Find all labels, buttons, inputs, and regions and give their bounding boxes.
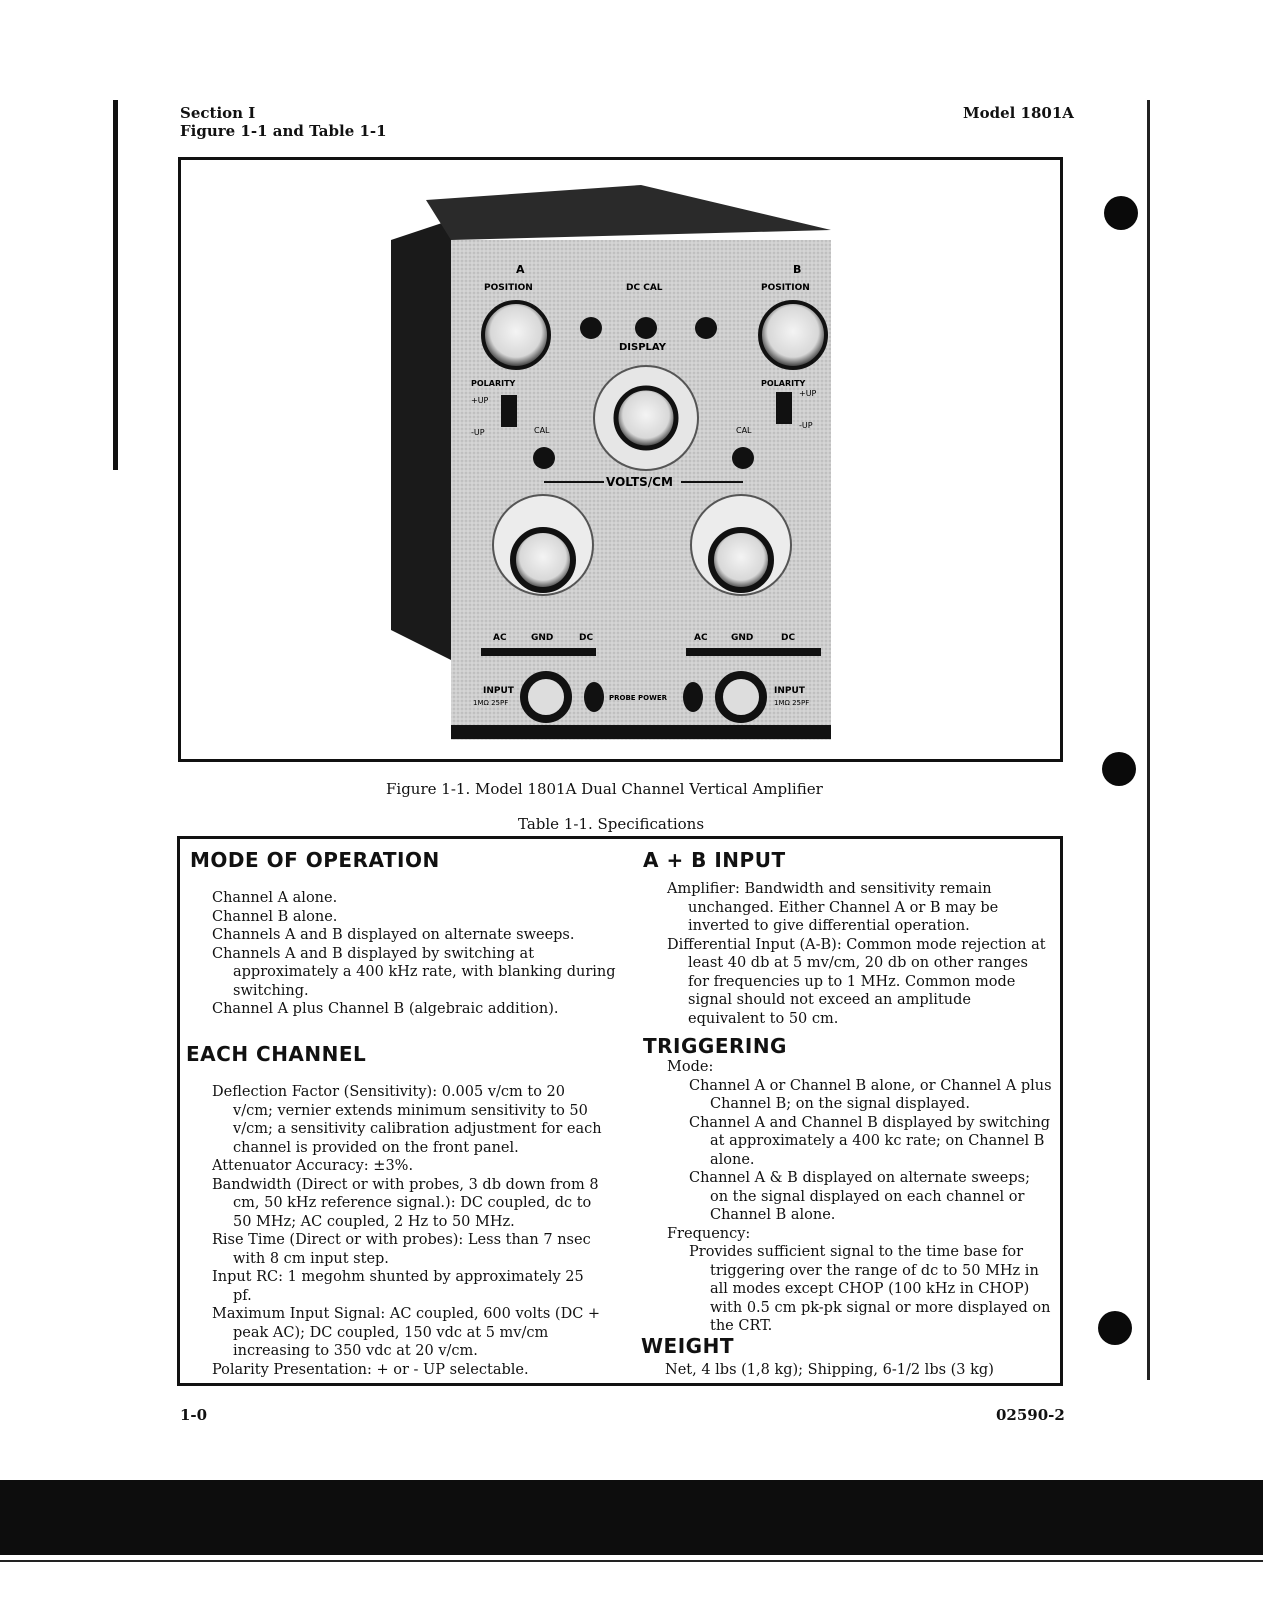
each-channel-line: Rise Time (Direct or with probes): Less than 7 nsec with 8 cm input step.	[212, 1232, 591, 1267]
right-binder-edge	[1147, 100, 1150, 1380]
mode-list	[212, 889, 622, 1019]
input-b-spec: 1MΩ 25PF	[774, 699, 810, 707]
coupling-b-slider	[686, 648, 821, 656]
input-a-label: INPUT	[483, 686, 514, 696]
input-a-connector	[524, 675, 568, 719]
table-title: Table 1-1. Specifications	[518, 815, 705, 833]
mode-line: Channels A and B displayed on alternate sweeps.	[212, 927, 575, 943]
volts-cm-label: VOLTS/CM	[606, 475, 673, 489]
dc-cal-b-screw	[695, 317, 717, 339]
input-b-label: INPUT	[774, 686, 805, 696]
each-channel-list	[212, 1083, 602, 1379]
figure-caption: Figure 1-1. Model 1801A Dual Channel Vertical Amplifier	[386, 780, 823, 798]
scan-bottom-line	[0, 1560, 1263, 1562]
punch-hole	[1098, 1311, 1132, 1345]
ab-input-list	[667, 880, 1052, 1028]
mode-line: Channels A and B displayed by switching at approximately a 400 kHz rate, with blanking during switching.	[212, 945, 616, 999]
each-channel-heading: EACH CHANNEL	[186, 1042, 367, 1066]
volts-cm-a-knob	[513, 530, 573, 590]
cal-a-label: CAL	[534, 426, 550, 435]
model-label: Model 1801A	[963, 104, 1074, 122]
punch-hole	[1104, 196, 1138, 230]
triggering-list	[667, 1058, 1052, 1336]
weight-heading: WEIGHT	[641, 1334, 734, 1358]
polarity-b-down: -UP	[799, 421, 813, 430]
coupling-b-dc: DC	[781, 633, 796, 643]
coupling-a-slider	[481, 648, 596, 656]
polarity-b-up: +UP	[799, 389, 817, 398]
cal-a-screw	[533, 447, 555, 469]
position-a-label: POSITION	[484, 283, 533, 293]
ab-input-line: Differential Input (A-B): Common mode rejection at least 40 db at 5 mv/cm, 20 db on other ranges for frequencies up to 1 MHz. Common mode signal should not exceed an amplitude equivalent to 50 cm.	[667, 936, 1046, 1027]
dc-cal-ab-screw	[635, 317, 657, 339]
triggering-heading: TRIGGERING	[643, 1034, 787, 1058]
each-channel-line: Attenuator Accuracy: ±3%.	[212, 1158, 414, 1174]
probe-power-label: PROBE POWER	[609, 694, 667, 702]
coupling-a-gnd: GND	[531, 633, 554, 643]
ab-input-line: Amplifier: Bandwidth and sensitivity remain unchanged. Either Channel A or B may be inverted to give differential operation.	[667, 881, 999, 934]
figure-table-label: Figure 1-1 and Table 1-1	[180, 122, 387, 140]
trigger-mode-line: Channel A and Channel B displayed by switching at approximately a 400 kc rate; on Channel B alone.	[689, 1114, 1051, 1168]
position-b-knob	[760, 302, 826, 368]
trigger-frequency-label: Frequency:	[667, 1225, 751, 1242]
chassis-side	[391, 220, 451, 660]
channel-b-label: B	[793, 263, 802, 276]
cal-b-screw	[732, 447, 754, 469]
polarity-a-switch	[501, 395, 517, 427]
display-knob	[616, 388, 676, 448]
each-channel-line: Polarity Presentation: + or - UP selectable.	[212, 1361, 529, 1378]
trigger-mode-line: Channel A & B displayed on alternate sweeps; on the signal displayed on each channel or Channel B alone.	[689, 1170, 1030, 1223]
panel-bottom-strip	[451, 725, 831, 739]
volts-cm-b-knob	[711, 530, 771, 590]
input-b-connector	[719, 675, 763, 719]
probe-power-a-jack	[584, 682, 604, 712]
left-binder-edge	[113, 100, 118, 470]
mode-line: Channel B alone.	[212, 908, 338, 925]
each-channel-line: Input RC: 1 megohm shunted by approximately 25 pf.	[212, 1269, 584, 1304]
page-number: 1-0	[180, 1406, 208, 1424]
figure-frame	[178, 157, 1063, 762]
document-code: 02590-2	[996, 1406, 1065, 1424]
coupling-b-ac: AC	[694, 633, 708, 643]
mode-heading: MODE OF OPERATION	[190, 848, 440, 872]
dc-cal-a-screw	[580, 317, 602, 339]
position-a-knob	[483, 302, 549, 368]
amplifier-photo	[181, 160, 1060, 759]
chassis-top	[426, 185, 831, 240]
probe-power-b-jack	[683, 682, 703, 712]
input-a-spec: 1MΩ 25PF	[473, 699, 509, 707]
dc-cal-label: DC CAL	[626, 283, 663, 293]
coupling-b-gnd: GND	[731, 633, 754, 643]
each-channel-line: Maximum Input Signal: AC coupled, 600 volts (DC + peak AC); DC coupled, 150 vdc at 5 mv/cm increasing to 350 vdc at 20 v/cm.	[212, 1306, 601, 1359]
cal-b-label: CAL	[736, 426, 752, 435]
coupling-a-ac: AC	[493, 633, 507, 643]
trigger-mode-label: Mode:	[667, 1059, 714, 1075]
polarity-b-label: POLARITY	[761, 379, 806, 388]
mode-line: Channel A plus Channel B (algebraic addition).	[212, 1001, 559, 1017]
position-b-label: POSITION	[761, 283, 810, 293]
polarity-a-up: +UP	[471, 396, 489, 405]
trigger-mode-line: Channel A or Channel B alone, or Channel A plus Channel B; on the signal displayed.	[689, 1077, 1052, 1112]
section-label: Section I	[180, 104, 256, 122]
trigger-frequency-line: Provides sufficient signal to the time base for triggering over the range of dc to 50 MHz in all modes except CHOP (100 kHz in CHOP) with 0.5 cm pk-pk signal or more displayed on the CRT.	[689, 1244, 1051, 1334]
channel-a-label: A	[516, 263, 525, 276]
polarity-b-switch	[776, 392, 792, 424]
display-label: DISPLAY	[619, 342, 666, 353]
polarity-a-label: POLARITY	[471, 379, 516, 388]
each-channel-line: Deflection Factor (Sensitivity): 0.005 v/cm to 20 v/cm; vernier extends minimum sensitivity to 50 v/cm; a sensitivity calibration adjustment for each channel is provided on the front panel.	[212, 1084, 602, 1156]
each-channel-line: Bandwidth (Direct or with probes, 3 db down from 8 cm, 50 kHz reference signal.): DC coupled, dc to 50 MHz; AC coupled, 2 Hz to 50 MHz.	[212, 1176, 599, 1230]
mode-line: Channel A alone.	[212, 890, 338, 906]
weight-line: Net, 4 lbs (1,8 kg); Shipping, 6-1/2 lbs (3 kg)	[665, 1362, 994, 1378]
ab-input-heading: A + B INPUT	[643, 848, 786, 872]
polarity-a-down: -UP	[471, 428, 485, 437]
scan-bottom-band	[0, 1480, 1263, 1555]
punch-hole	[1102, 752, 1136, 786]
coupling-a-dc: DC	[579, 633, 594, 643]
